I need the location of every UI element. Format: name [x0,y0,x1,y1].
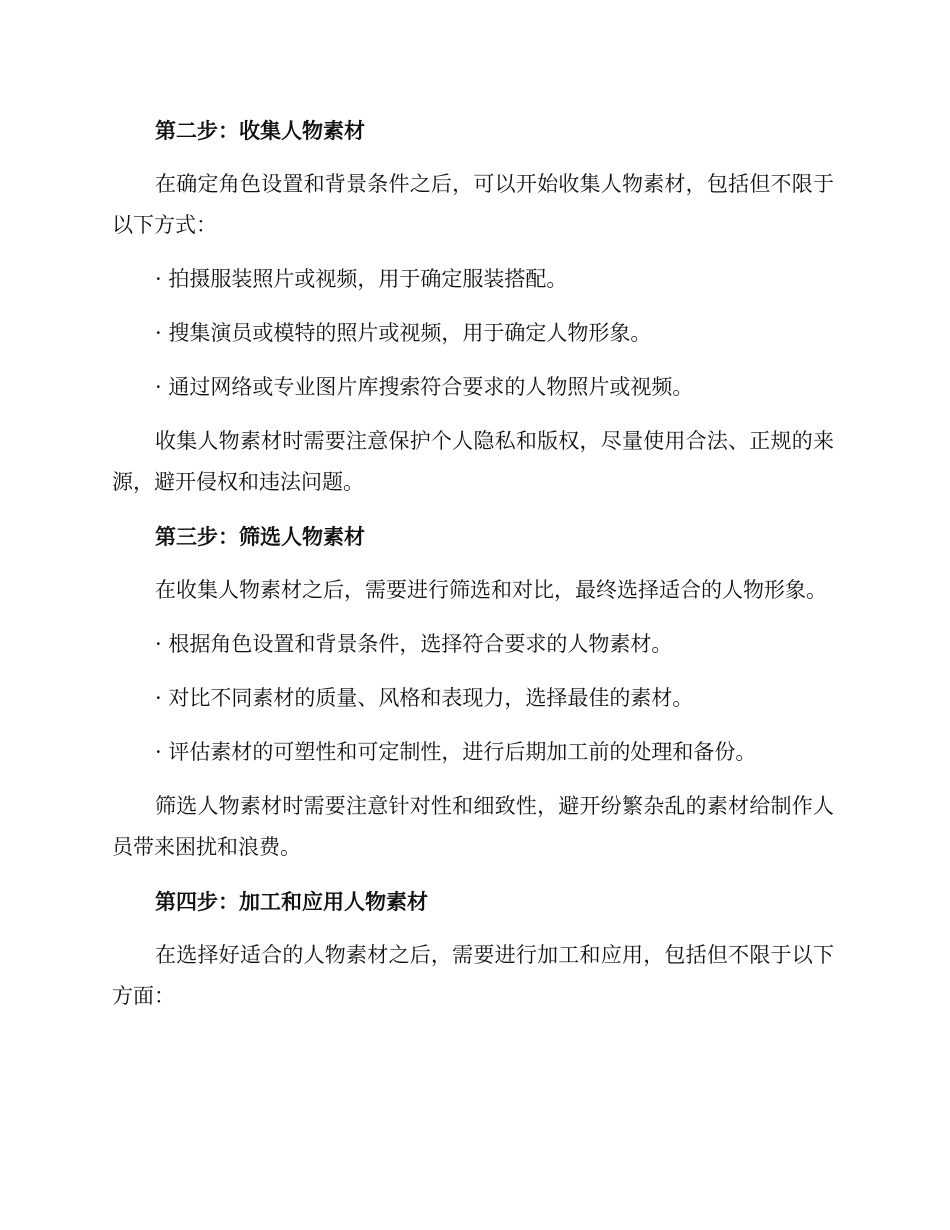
paragraph-collect-intro: 在确定角色设置和背景条件之后，可以开始收集人物素材，包括但不限于以下方式： [112,172,834,237]
paragraph-collect-note: 收集人物素材时需要注意保护个人隐私和版权，尽量使用合法、正规的来源，避开侵权和违法问题。 [112,429,834,494]
paragraph-filter-note: 筛选人物素材时需要注意针对性和细致性，避开纷繁杂乱的素材给制作人员带来困扰和浪费。 [112,794,834,859]
section-heading-step-2: 第二步：收集人物素材 [155,118,365,143]
bullet-item: · 根据角色设置和背景条件，选择符合要求的人物素材。 [155,632,673,656]
paragraph-process-intro: 在选择好适合的人物素材之后，需要进行加工和应用，包括但不限于以下方面： [112,943,834,1008]
bullet-item: · 通过网络或专业图片库搜索符合要求的人物照片或视频。 [155,375,694,399]
document-page [112,110,834,1030]
section-heading-step-4: 第四步：加工和应用人物素材 [155,889,428,914]
bullet-item: · 搜集演员或模特的照片或视频，用于确定人物形象。 [155,321,652,345]
bullet-item: · 评估素材的可塑性和可定制性，进行后期加工前的处理和备份。 [155,740,757,764]
paragraph-filter-intro: 在收集人物素材之后，需要进行筛选和对比，最终选择适合的人物形象。 [155,578,827,602]
bullet-item: · 对比不同素材的质量、风格和表现力，选择最佳的素材。 [155,686,694,710]
section-heading-step-3: 第三步：筛选人物素材 [155,524,365,549]
bullet-item: · 拍摄服装照片或视频，用于确定服装搭配。 [155,267,568,291]
